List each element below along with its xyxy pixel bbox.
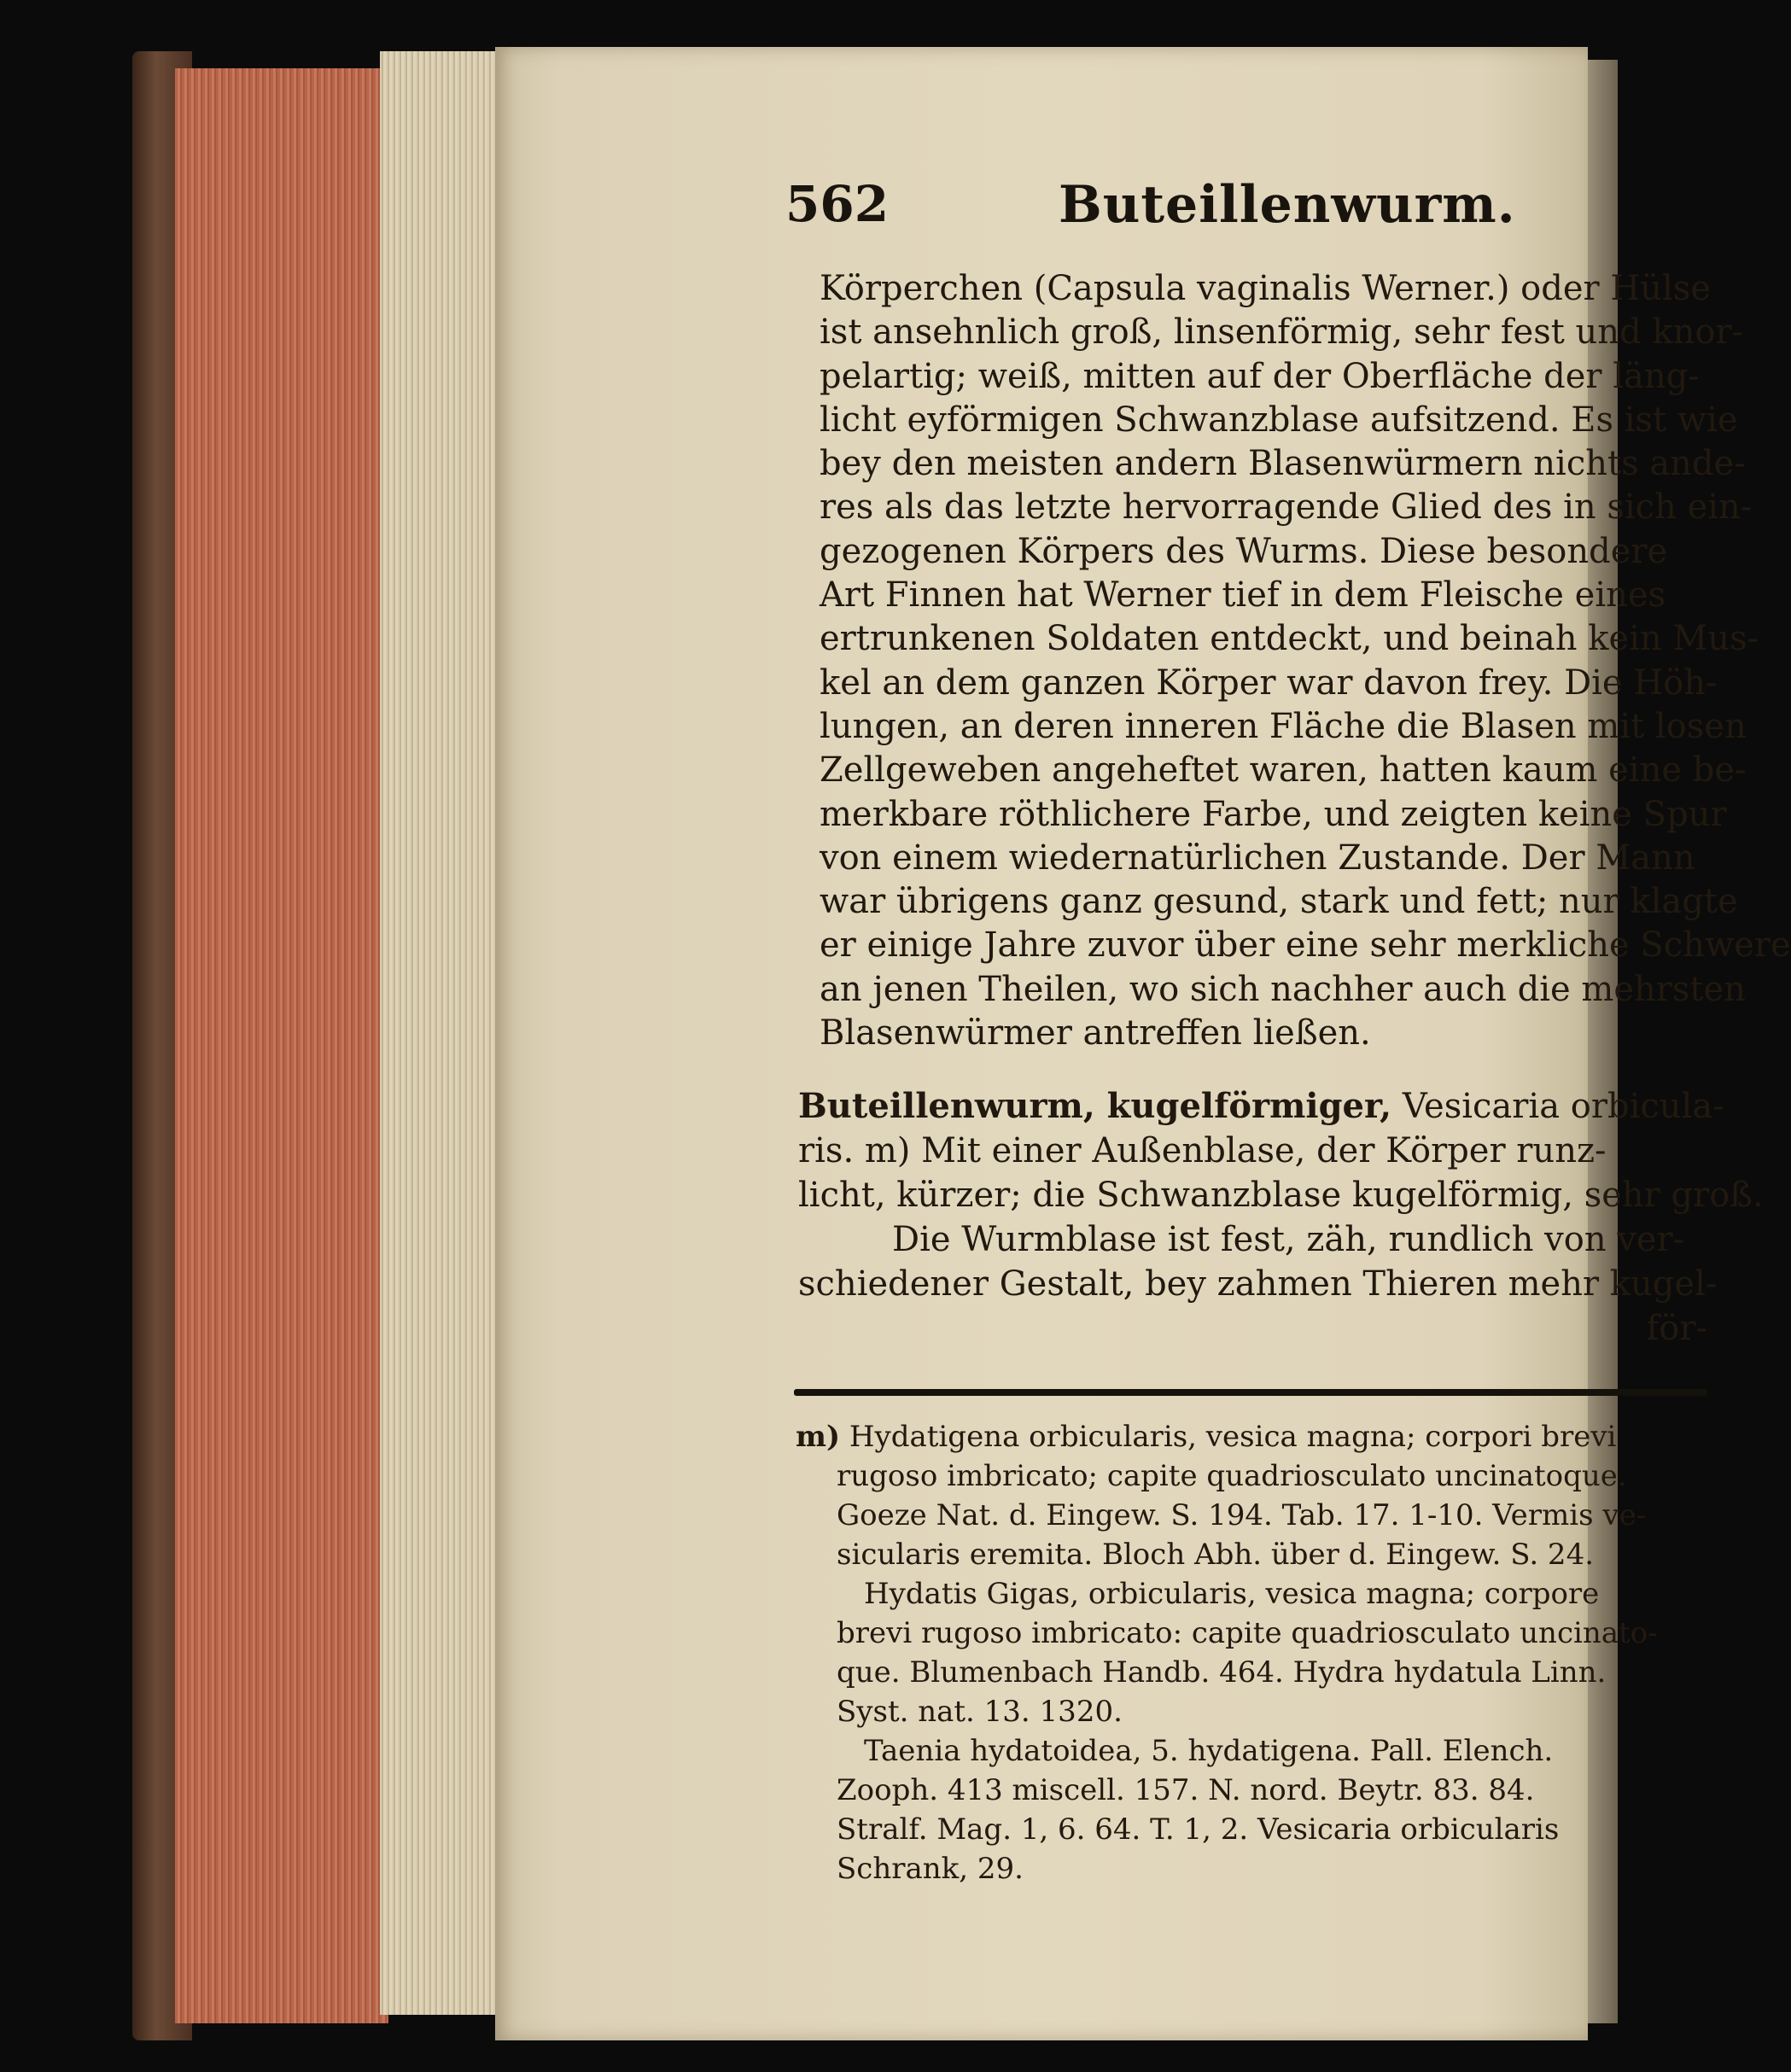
text-line: an jenen Theilen, wo sich nachher auch die mehrsten: [820, 969, 1746, 1009]
book-photo: [132, 34, 1791, 2057]
footnote-rule: [794, 1389, 1707, 1396]
page-edges-red: [175, 68, 388, 2023]
text-line: Körperchen (Capsula vaginalis Werner.) oder Hülse: [820, 269, 1711, 308]
text-line: Blasenwürmer antreffen ließen.: [820, 1013, 1371, 1054]
footnote-line: que. Blumenbach Handb. 464. Hydra hydatula Linn.: [837, 1655, 1607, 1690]
footnote-line: [796, 1417, 1709, 1456]
text-line: lungen, an deren inneren Fläche die Blasen mit losen: [820, 706, 1747, 746]
footnotes: [796, 1417, 1709, 1888]
footnote-line: Zooph. 413 miscell. 157. N. nord. Beytr. 83. 84.: [837, 1773, 1535, 1807]
footnote-text: Hydatigena orbicularis, vesica magna; corpori brevi: [840, 1420, 1617, 1454]
entry-line: schiedener Gestalt, bey zahmen Thieren mehr kugel-: [798, 1264, 1718, 1304]
text-line: pelartig; weiß, mitten auf der Oberfläche der läng-: [820, 356, 1700, 396]
entry-line: Die Wurmblase ist fest, zäh, rundlich von ver-: [892, 1220, 1685, 1259]
text-line: ertrunkenen Soldaten entdeckt, und beinah kein Mus-: [820, 619, 1759, 659]
running-head: Buteillenwurm.: [1059, 175, 1516, 235]
footnote-line: Taenia hydatoidea, 5. hydatigena. Pall. Elench.: [864, 1734, 1554, 1768]
text-line: kel an dem ganzen Körper war davon frey. Die Höh-: [820, 662, 1718, 703]
text-line: merkbare röthlichere Farbe, und zeigten keine Spur: [820, 794, 1727, 834]
footnote-line: Schrank, 29.: [837, 1852, 1024, 1886]
page-header: [785, 175, 1716, 243]
footnote-mark: m): [796, 1420, 841, 1454]
text-line: licht eyförmigen Schwanzblase aufsitzend. Es ist wie: [820, 400, 1738, 440]
entry-latin-name: Vesicaria orbicula-: [1391, 1087, 1724, 1126]
page-number: 562: [785, 175, 890, 233]
footnote-line: Stralf. Mag. 1, 6. 64. T. 1, 2. Vesicaria orbicularis: [837, 1812, 1560, 1847]
footnote-line: brevi rugoso imbricato: capite quadriosculato uncinato-: [837, 1616, 1658, 1650]
text-line: er einige Jahre zuvor über eine sehr merkliche Schwere: [820, 925, 1791, 966]
footnote-line: sicularis eremita. Bloch Abh. über d. Eingew. S. 24.: [837, 1538, 1595, 1572]
catchword: för-: [1646, 1309, 1707, 1348]
dictionary-entry: [798, 1084, 1764, 1351]
text-line: gezogenen Körpers des Wurms. Diese besondere: [820, 531, 1668, 571]
footnote-line: Goeze Nat. d. Eingew. S. 194. Tab. 17. 1-10. Vermis ve-: [837, 1498, 1647, 1532]
text-line: bey den meisten andern Blasenwürmern nichts ande-: [820, 444, 1746, 484]
entry-line: [798, 1084, 1724, 1129]
text-line: war übrigens ganz gesund, stark und fett; nur klagte: [820, 882, 1738, 922]
footnote-line: Hydatis Gigas, orbicularis, vesica magna; corpore: [864, 1577, 1600, 1611]
entry-line: licht, kürzer; die Schwanzblase kugelförmig, sehr groß.: [798, 1176, 1764, 1215]
text-line: res als das letzte hervorragende Glied des in sich ein-: [820, 487, 1753, 528]
text-line: von einem wiedernatürlichen Zustande. Der Mann: [820, 838, 1695, 878]
text-line: Art Finnen hat Werner tief in dem Fleische eines: [820, 575, 1666, 616]
body-text: [820, 267, 1791, 1055]
footnote-line: Syst. nat. 13. 1320.: [837, 1695, 1123, 1729]
text-line: ist ansehnlich groß, linsenförmig, sehr fest und knor-: [820, 312, 1744, 353]
entry-line: ris. m) Mit einer Außenblase, der Körper runz-: [798, 1131, 1607, 1170]
entry-headword: Buteillenwurm, kugelförmiger,: [798, 1086, 1392, 1126]
footnote-line: rugoso imbricato; capite quadriosculato uncinatoque.: [837, 1459, 1627, 1493]
text-line: Zellgeweben angeheftet waren, hatten kaum eine be-: [820, 750, 1747, 791]
printed-page: [495, 47, 1791, 2040]
